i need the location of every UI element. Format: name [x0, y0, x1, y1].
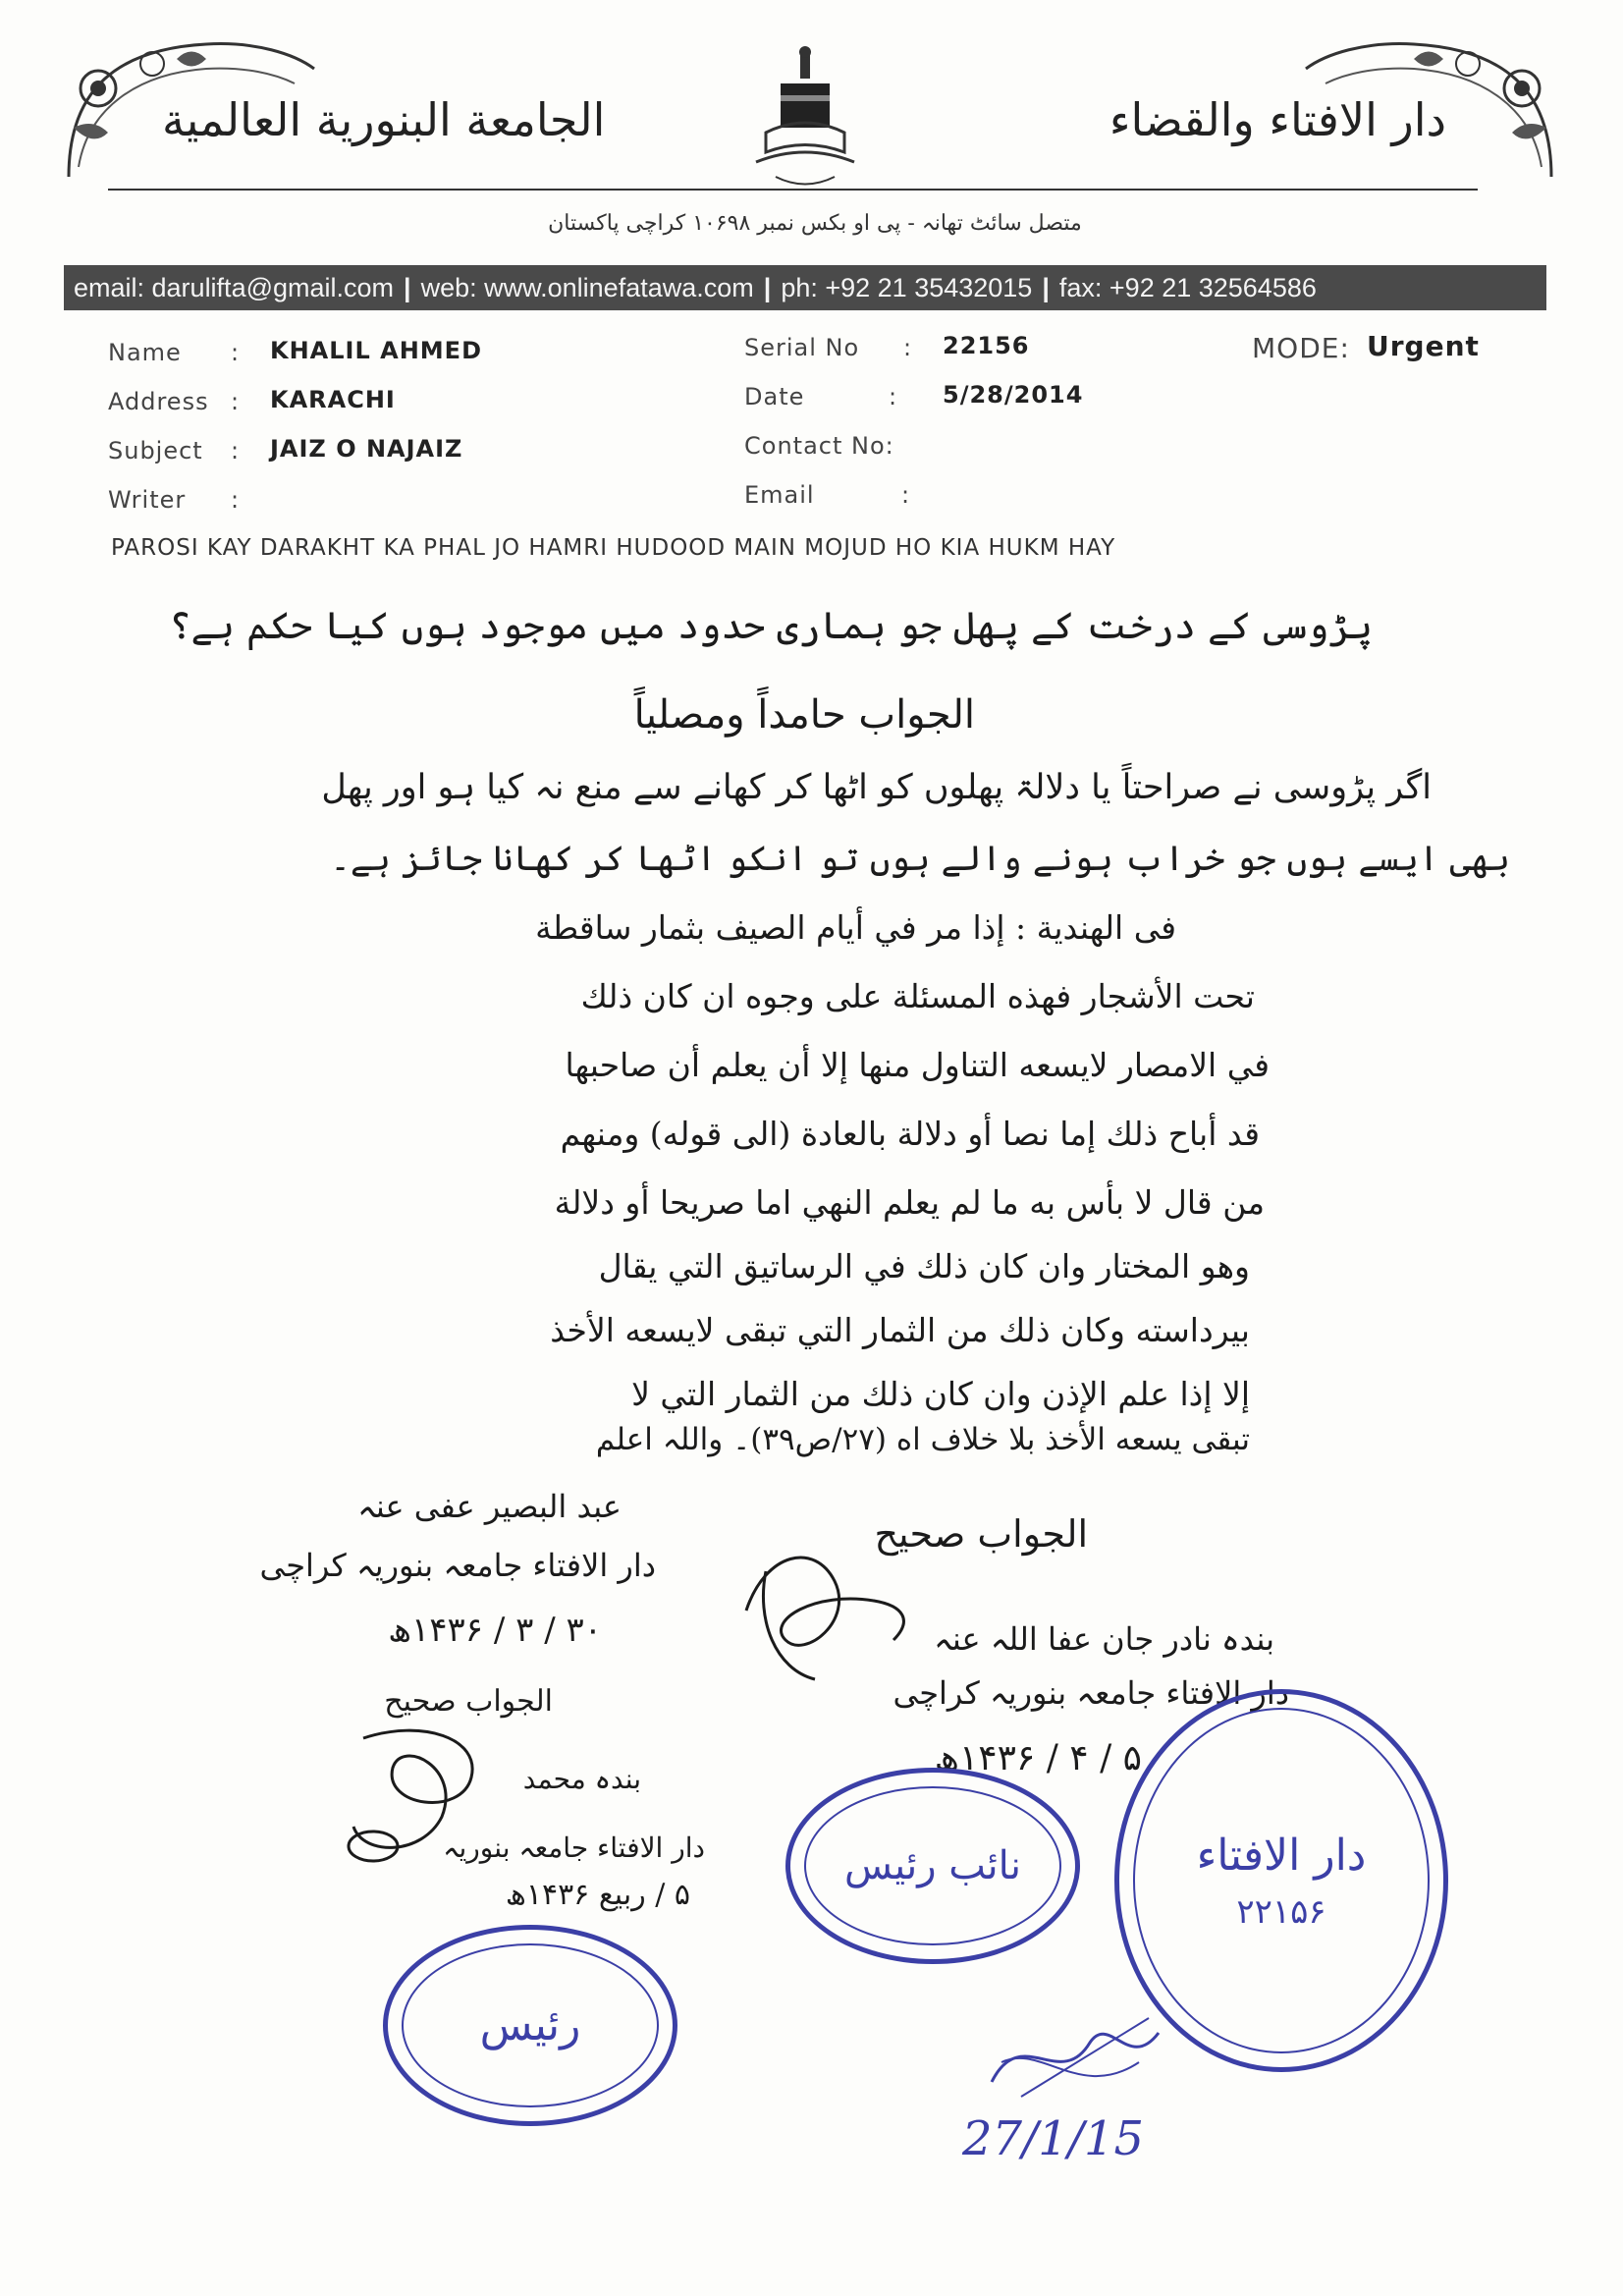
contact-phone: ph: +92 21 35432015 [781, 272, 1033, 302]
bottom-signature-scribble [982, 2003, 1168, 2111]
answer-line: فی الهندیة : إذا مر في أيام الصيف بثمار ساقطة [535, 908, 1176, 947]
contact-bar [64, 265, 1546, 310]
stamp-raees [383, 1925, 677, 2126]
approval-name: بندہ نادر جان عفا اللہ عنہ [934, 1620, 1274, 1658]
colon: : [231, 437, 240, 465]
kaaba-emblem [746, 44, 864, 191]
address-label: Address [108, 388, 209, 415]
answer-line: تحت الأشجار فهذه المسئلة على وجوه ان كان ذلك [580, 977, 1255, 1015]
second-approval-name: بندہ محمد [522, 1763, 641, 1795]
header-divider [108, 189, 1478, 191]
answer-line: بھی ایسے ہوں جو خراب ہونے والے ہوں تو انکو اٹھا کر کھانا جائز ہے۔ [330, 840, 1510, 879]
address-value: KARACHI [270, 386, 396, 413]
header-title-jamia: الجامعة البنوریة العالمیة [162, 93, 606, 146]
contact-email: email: darulifta@gmail.com [74, 272, 395, 302]
contact-separator: | [404, 272, 411, 302]
answer-line: تبقى يسعه الأخذ بلا خلاف اه (۲۷/ص۳۹)۔ واللہ اعلم [595, 1422, 1250, 1457]
question-english: PAROSI KAY DARAKHT KA PHAL JO HAMRI HUDOOD MAIN MOJUD HO KIA HUKM HAY [111, 535, 1116, 561]
answer-line: من قال لا بأس به ما لم يعلم النهي اما صريحا أو دلالة [554, 1183, 1265, 1222]
answer-line: وهو المختار وان كان ذلك في الرساتيق التي يقال [598, 1247, 1250, 1285]
stamp-darul-ifta-text: دار الافتاء [1196, 1830, 1367, 1881]
colon: : [231, 388, 240, 415]
date-label: Date [744, 383, 805, 410]
second-approval-institution: دار الافتاء جامعہ بنوریہ [443, 1831, 705, 1864]
contact-fax: fax: +92 21 32564586 [1058, 272, 1317, 302]
email-label: Email [744, 481, 815, 509]
approval-signature-scribble [727, 1532, 923, 1689]
colon: : [889, 383, 897, 410]
stamp-naib-raees [785, 1768, 1080, 1964]
contact-no-label: Contact No: [744, 432, 894, 460]
approval-date: ۵ / ۴ / ۱۴۳۶ھ [934, 1738, 1142, 1778]
signature-left-institution: دار الافتاء جامعہ بنوریہ کراچی [259, 1547, 656, 1584]
second-approval-date: ۵ / ربیع ۱۴۳۶ھ [505, 1878, 690, 1912]
serial-value: 22156 [943, 332, 1030, 359]
mode-value: Urgent [1367, 330, 1480, 362]
answer-line: إلا إذا علم الإذن وان كان ذلك من الثمار التي لا [631, 1375, 1250, 1413]
colon: : [231, 339, 240, 366]
answer-line: في الامصار لايسعه التناول منها إلا أن يعلم أن صاحبها [565, 1046, 1270, 1084]
signature-left-name: عبد البصیر عفی عنہ [357, 1488, 622, 1525]
subject-value: JAIZ O NAJAIZ [270, 435, 463, 463]
bottom-date: 27/1/15 [962, 2111, 1145, 2166]
date-value: 5/28/2014 [943, 381, 1084, 409]
name-value: KHALIL AHMED [270, 337, 482, 364]
subject-label: Subject [108, 437, 203, 465]
stamp-raees-text: رئیس [479, 2000, 581, 2050]
colon: : [901, 481, 910, 509]
answer-line: اگر پڑوسی نے صراحتاً یا دلالۃ پھلوں کو اٹھا کر کھانے سے منع نہ کیا ہو اور پھل [321, 768, 1432, 807]
signature-left-date: ۳۰ / ۳ / ۱۴۳۶ھ [388, 1611, 602, 1650]
approval-heading: الجواب صحیح [874, 1512, 1088, 1556]
question-urdu: پڑوسی کے درخت کے پھل جو ہماری حدود میں موجود ہوں کیا حکم ہے؟ [169, 604, 1373, 647]
contact-separator: | [763, 272, 772, 302]
approval-institution: دار الافتاء جامعہ بنوریہ کراچی [893, 1674, 1289, 1712]
answer-line: قد أباح ذلك إما نصا أو دلالة بالعادة (الى قوله) ومنهم [560, 1115, 1260, 1153]
stamp-naib-raees-text: نائب رئیس [844, 1843, 1021, 1888]
mode-label: MODE: [1252, 332, 1350, 364]
name-label: Name [108, 339, 182, 366]
stamp-serial-text: ۲۲۱۵۶ [1236, 1891, 1326, 1932]
serial-label: Serial No [744, 334, 860, 361]
second-approval-heading: الجواب صحیح [384, 1684, 553, 1719]
answer-heading: الجواب حامداً ومصلیاً [633, 692, 975, 738]
header-address: متصل سائٹ تھانہ - پی او بکس نمبر ۱۰۶۹۸ کراچی پاکستان [548, 211, 1082, 236]
colon: : [231, 486, 240, 514]
contact-web: web: www.onlinefatawa.com [420, 272, 754, 302]
contact-separator: | [1042, 272, 1050, 302]
header-title-darul-ifta: دار الافتاء والقضاء [1109, 93, 1446, 146]
colon: : [903, 334, 912, 361]
answer-line: بيرداسته وكان ذلك من الثمار التي تبقى لايسعه الأخذ [550, 1311, 1250, 1349]
writer-label: Writer [108, 486, 187, 514]
